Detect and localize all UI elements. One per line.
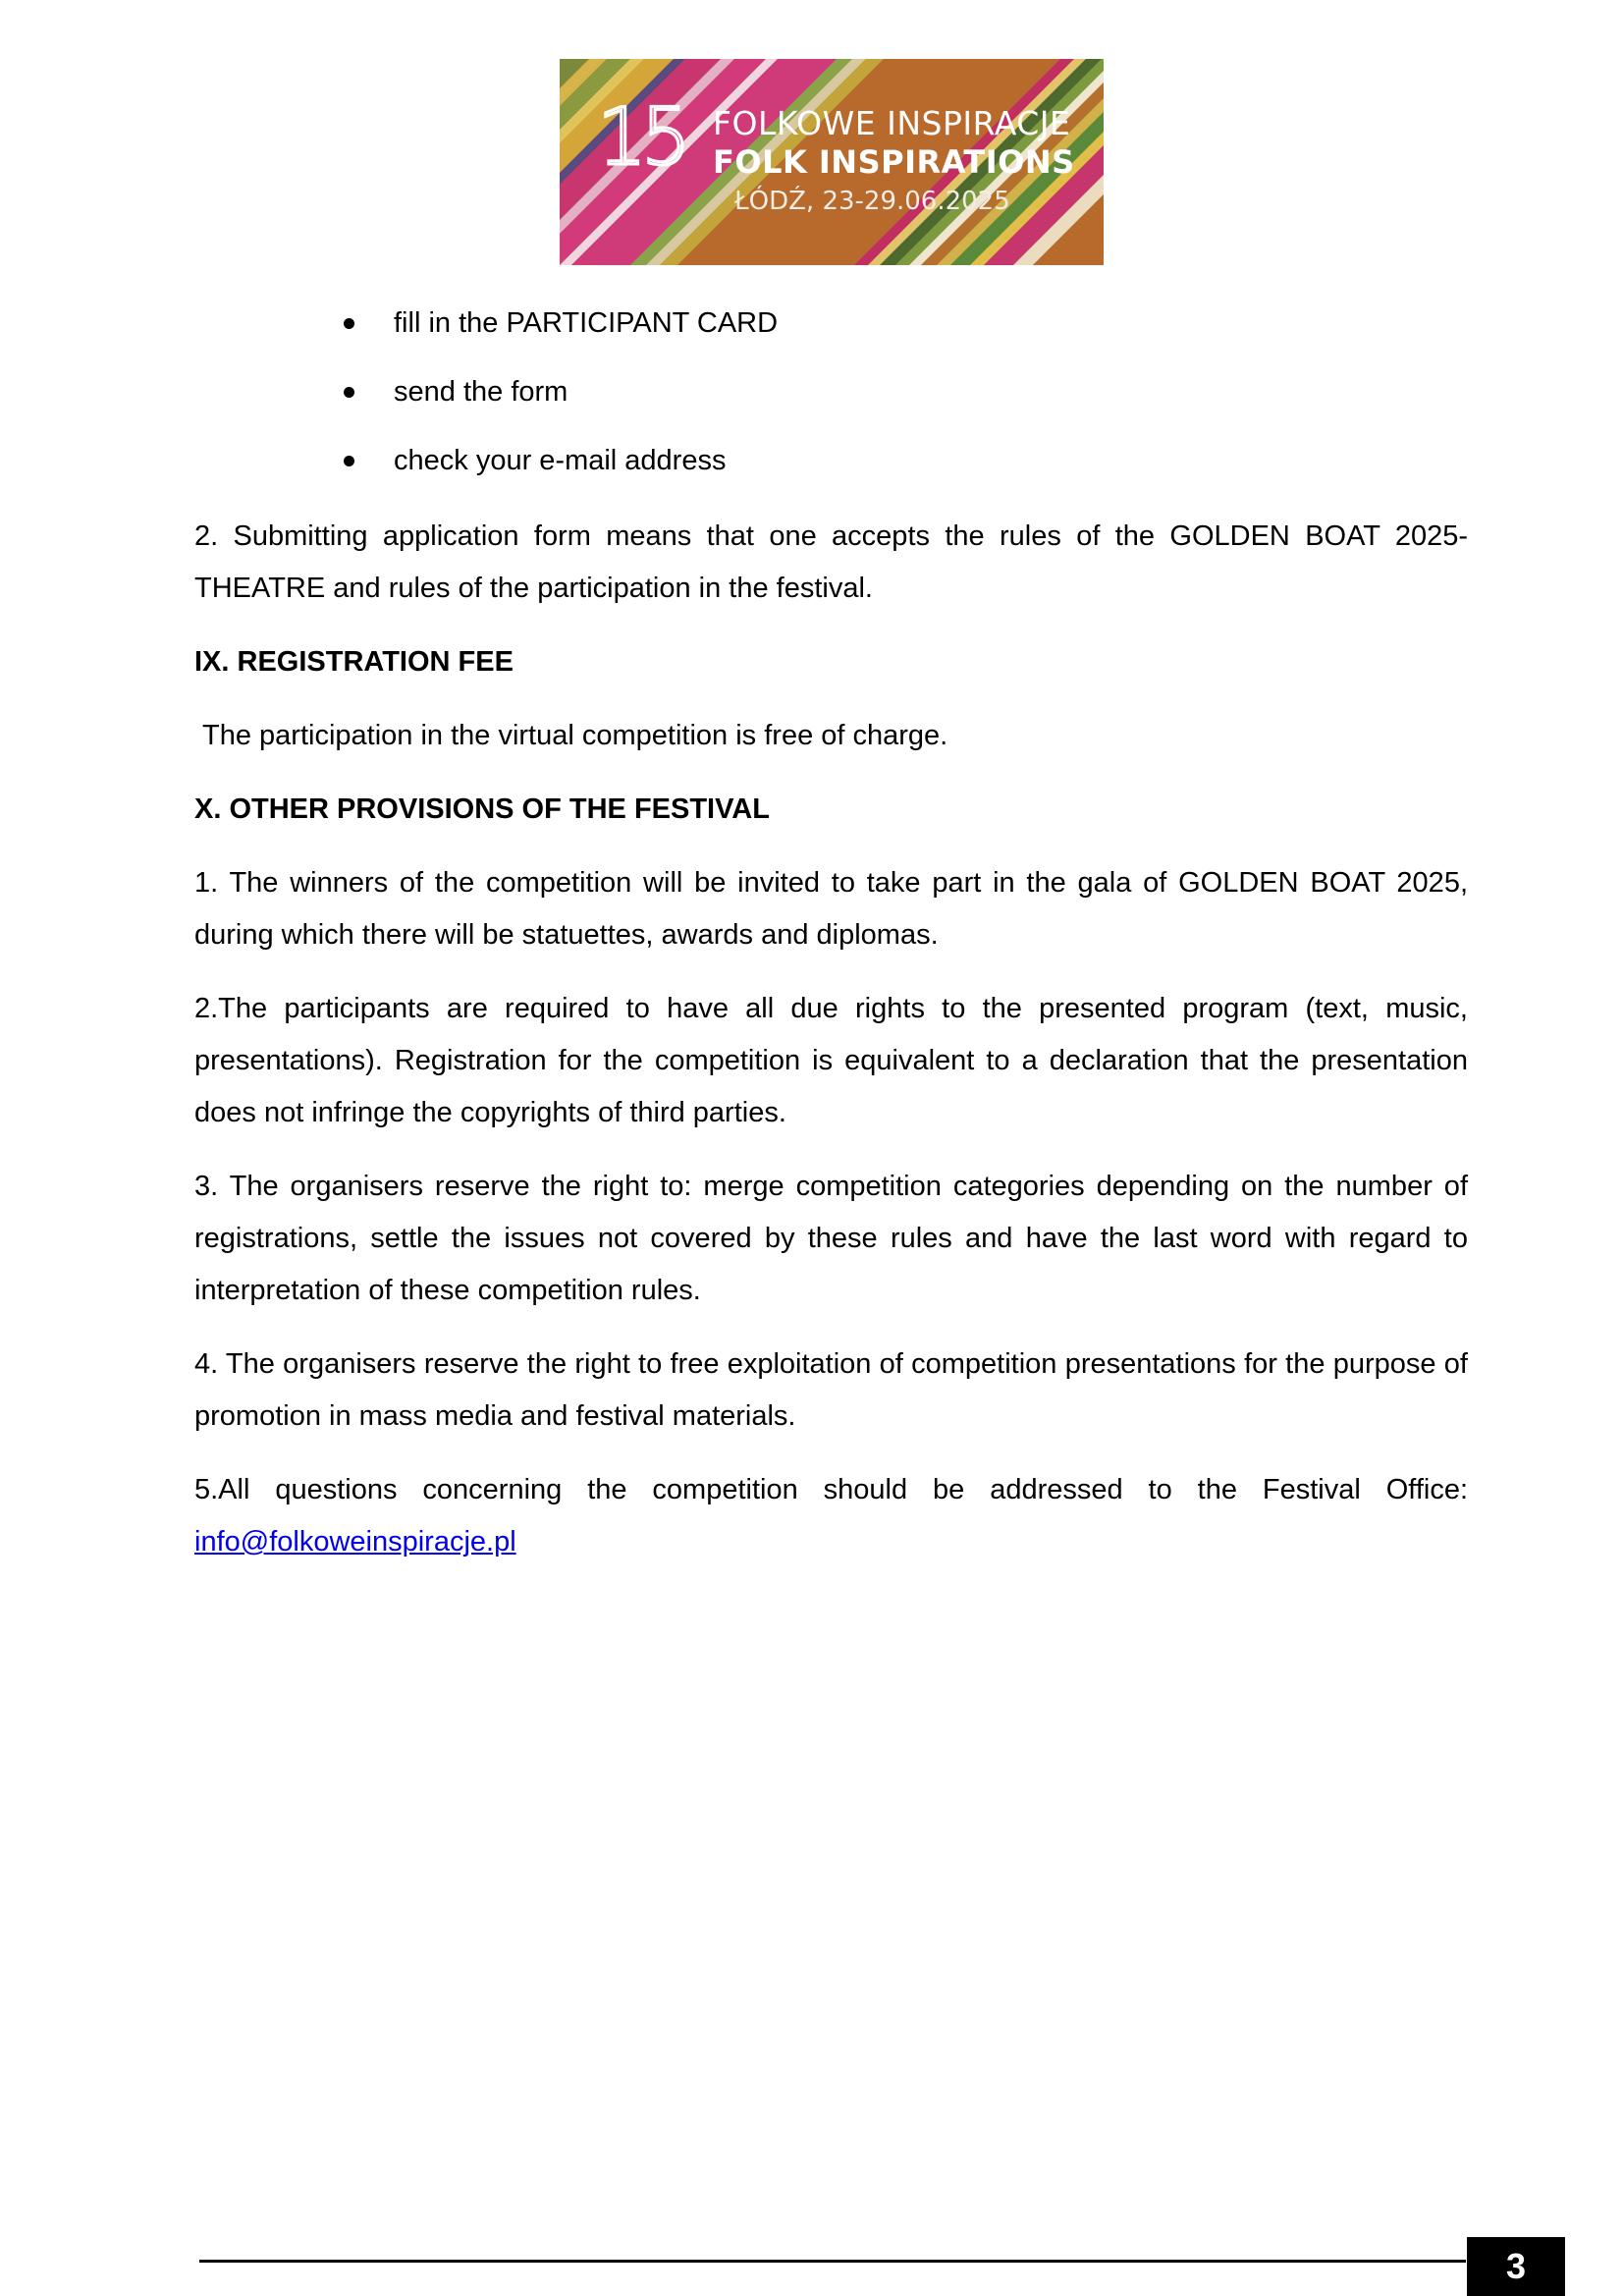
section-heading-registration-fee: IX. REGISTRATION FEE bbox=[194, 646, 514, 678]
festival-office-email-link[interactable]: info@folkoweinspiracje.pl bbox=[194, 1526, 516, 1558]
paragraph-registration-fee: The participation in the virtual competition is free of charge. bbox=[202, 720, 948, 751]
bullet-icon bbox=[344, 387, 354, 398]
section-heading-other-provisions: X. OTHER PROVISIONS OF THE FESTIVAL bbox=[194, 793, 770, 825]
provision-item-3: 3. The organisers reserve the right to: merge competition categories depending on the number of registrations, settle the issues not covered by these rules and have the last word with regard to interpretation of these competition rules. bbox=[194, 1171, 1468, 1306]
provision-item-5-text: 5.All questions concerning the competition should be addressed to the Festival Office: bbox=[194, 1474, 1468, 1505]
list-item: fill in the PARTICIPANT CARD bbox=[194, 295, 1468, 363]
page-number: 3 bbox=[1467, 2237, 1565, 2296]
provision-item-4: 4. The organisers reserve the right to free exploitation of competition presentations for the purpose of promotion in mass media and festival materials. bbox=[194, 1348, 1468, 1432]
bullet-icon bbox=[344, 456, 354, 466]
provision-item-1: 1. The winners of the competition will be invited to take part in the gala of GOLDEN BOAT 2025, during which there will be statuettes, awards and diplomas. bbox=[194, 867, 1468, 951]
document-body bbox=[194, 295, 1468, 1590]
bullet-icon bbox=[344, 318, 354, 329]
rose-icon bbox=[988, 102, 1104, 265]
banner-title-english: FOLK INSPIRATIONS bbox=[713, 143, 1075, 181]
provision-item-2: 2.The participants are required to have all due rights to the presented program (text, music, presentations). Registration for the competition is equivalent to a declaration that the presentation does not infringe the copyrights of third parties. bbox=[194, 993, 1468, 1128]
list-item: send the form bbox=[194, 363, 1468, 432]
paragraph-application-acceptance: 2. Submitting application form means that one accepts the rules of the GOLDEN BOAT 2025- THEATRE and rules of the participation in the festival. bbox=[194, 520, 1468, 604]
festival-banner bbox=[560, 59, 1104, 265]
footer-divider bbox=[199, 2260, 1466, 2263]
banner-title-polish: FOLKOWE INSPIRACJE bbox=[713, 104, 1071, 142]
banner-edition-number: 15 bbox=[597, 91, 685, 183]
banner-date-location: ŁÓDŹ, 23-29.06.2025 bbox=[734, 187, 1010, 216]
provision-item-5 bbox=[194, 1464, 1468, 1568]
instruction-list bbox=[194, 295, 1468, 501]
list-item: check your e-mail address bbox=[194, 432, 1468, 501]
